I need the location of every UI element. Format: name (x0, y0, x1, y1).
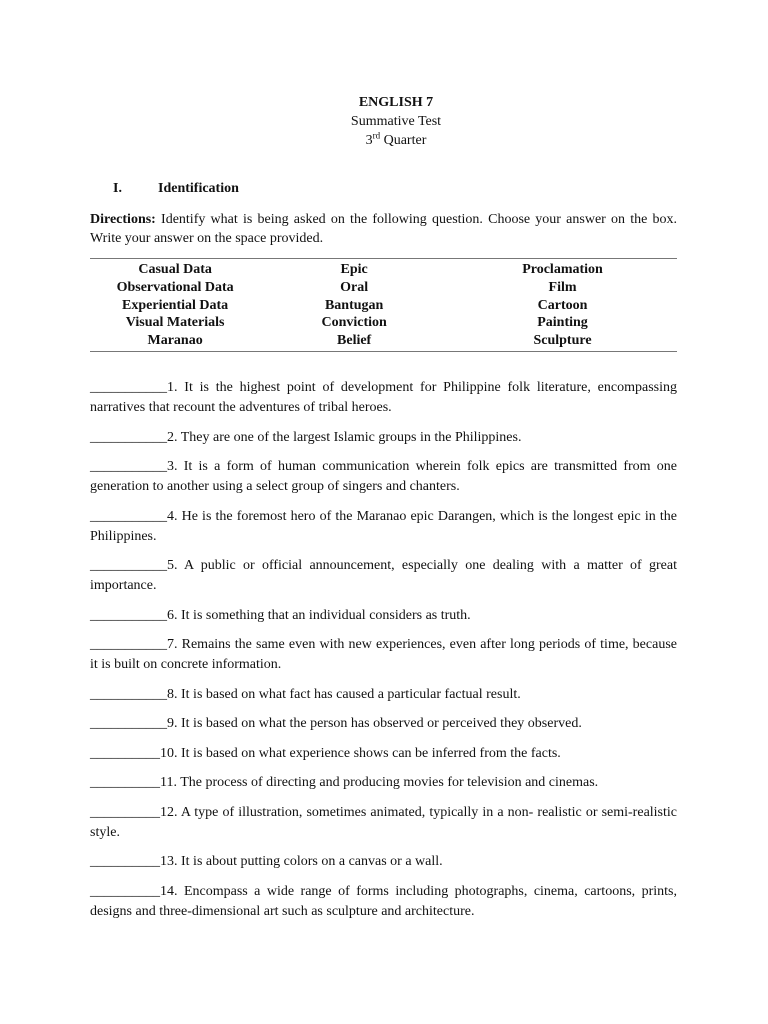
test-type: Summative Test (350, 114, 442, 129)
question-text: 9. It is based on what the person has observed or perceived they observed. (167, 716, 582, 731)
question-text: 6. It is something that an individual considers as truth. (167, 607, 471, 623)
answer-choice: Oral (340, 279, 369, 295)
question-text: 4. He is the foremost hero of the Maranao epic Darangen, which is the longest epic in the Philippines. (90, 508, 677, 544)
answer-blank[interactable]: __________ (90, 883, 160, 899)
directions-label: Directions: (90, 212, 156, 227)
answer-blank[interactable]: __________ (90, 745, 160, 761)
section-number: I. (113, 181, 122, 196)
answer-choice: Observational Data (116, 279, 234, 295)
question-item (90, 457, 677, 497)
answer-choice: Experiential Data (122, 297, 229, 313)
question-text: 10. It is based on what experience shows can be inferred from the facts. (160, 745, 561, 761)
answer-blank[interactable]: __________ (90, 854, 160, 869)
answer-blank[interactable]: ___________ (90, 380, 167, 395)
answer-blank[interactable]: ___________ (90, 459, 167, 474)
question-text: 13. It is about putting colors on a canvas or a wall. (160, 854, 443, 869)
answer-blank[interactable]: ___________ (90, 429, 167, 445)
choice-row (90, 332, 677, 350)
title-block (0, 93, 768, 150)
answer-choices-box (90, 258, 677, 352)
section-heading (113, 181, 239, 197)
quarter-label (24, 131, 768, 150)
answer-blank[interactable]: __________ (90, 775, 160, 790)
question-item (90, 378, 677, 418)
choice-row (90, 314, 677, 332)
answer-choice: Sculpture (533, 333, 592, 349)
question-item (90, 635, 677, 675)
question-item (90, 882, 677, 922)
answer-choices-table (90, 261, 677, 350)
answer-choice: Maranao (147, 333, 203, 349)
answer-choice: Cartoon (537, 297, 588, 313)
choice-row (90, 279, 677, 297)
answer-blank[interactable]: ___________ (90, 716, 167, 731)
quarter-word: Quarter (380, 133, 427, 148)
choice-row (90, 261, 677, 279)
answer-choice: Proclamation (522, 262, 603, 277)
question-list (90, 378, 677, 931)
quarter-ordinal: rd (372, 130, 381, 141)
section-title: Identification (158, 181, 239, 196)
directions-text: Identify what is being asked on the following question. Choose your answer on the box. Write your answer on the space provided. (90, 212, 677, 246)
question-text: 8. It is based on what fact has caused a particular factual result. (167, 686, 521, 702)
question-text: 14. Encompass a wide range of forms including photographs, cinema, cartoons, prints, designs and three-dimensional art such as sculpture and architecture. (90, 883, 677, 919)
question-item (90, 556, 677, 596)
answer-choice: Belief (337, 333, 372, 349)
question-text: 3. It is a form of human communication wherein folk epics are transmitted from one generation to another using a select group of singers and chanters. (90, 459, 677, 494)
question-text: 7. Remains the same even with new experiences, even after long periods of time, because it is built on concrete information. (90, 637, 677, 672)
question-item (90, 773, 677, 793)
question-item (90, 685, 677, 705)
subject-title: ENGLISH 7 (358, 95, 434, 110)
quarter-number: 3 (365, 133, 373, 148)
directions (90, 210, 677, 248)
question-text: 2. They are one of the largest Islamic groups in the Philippines. (167, 429, 522, 445)
question-item (90, 852, 677, 872)
question-text: 5. A public or official announcement, especially one dealing with a matter of great importance. (90, 558, 677, 593)
answer-blank[interactable]: ___________ (90, 686, 167, 702)
answer-choice: Conviction (321, 315, 387, 331)
answer-choice: Bantugan (324, 297, 384, 313)
answer-blank[interactable]: ___________ (90, 607, 167, 623)
answer-blank[interactable]: ___________ (90, 508, 167, 524)
question-item (90, 803, 677, 843)
answer-choice: Visual Materials (125, 315, 225, 331)
answer-blank[interactable]: __________ (90, 804, 160, 820)
answer-blank[interactable]: ___________ (90, 558, 167, 573)
question-item (90, 714, 677, 734)
answer-choice: Film (548, 279, 577, 295)
answer-blank[interactable]: ___________ (90, 637, 167, 652)
question-item (90, 606, 677, 626)
answer-choice: Painting (537, 315, 588, 331)
question-item (90, 744, 677, 764)
question-text: 1. It is the highest point of development for Philippine folk literature, encompassing narratives that recount the adventures of tribal heroes. (90, 380, 677, 415)
question-text: 11. The process of directing and producing movies for television and cinemas. (160, 775, 599, 790)
answer-choice: Epic (340, 262, 368, 277)
question-item (90, 507, 677, 547)
choice-row (90, 297, 677, 315)
answer-choice: Casual Data (138, 262, 212, 277)
question-text: 12. A type of illustration, sometimes animated, typically in a non- realistic or semi-realistic style. (90, 804, 677, 840)
question-item (90, 428, 677, 448)
